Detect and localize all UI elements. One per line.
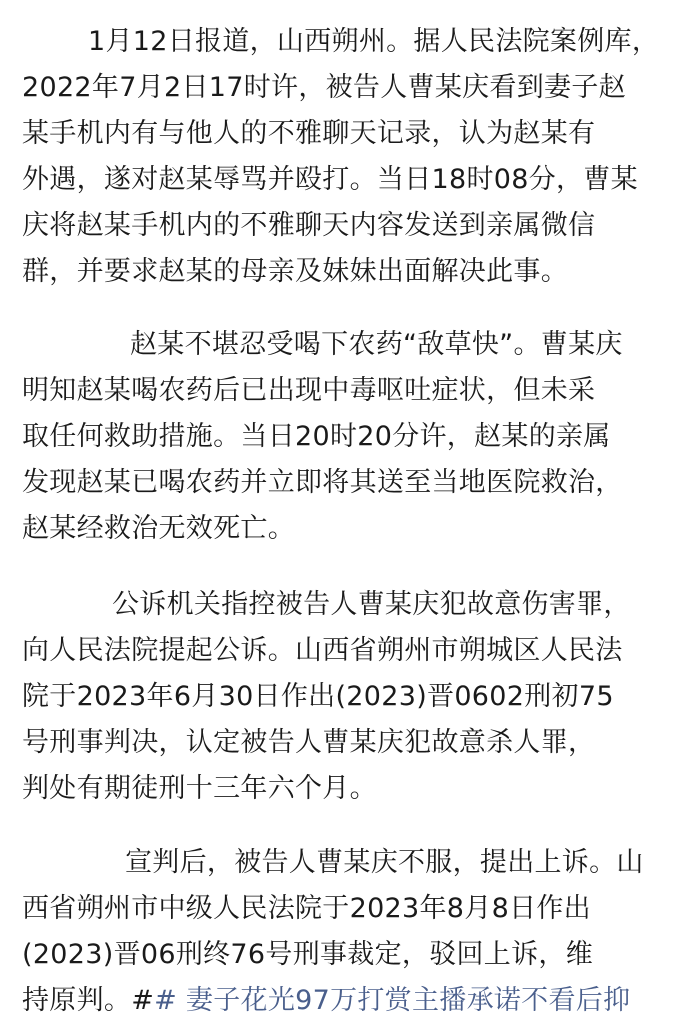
paragraph-3-line-4: 号刑事判决，认定被告人曹某庆犯故意杀人罪， [22, 727, 596, 758]
paragraph-2-line-3: 取任何救助措施。当日20时20分许，赵某的亲属 [22, 421, 611, 452]
paragraph-4-line-4 [22, 978, 700, 1024]
paragraph-4-line-3: (2023)晋06刑终76号刑事裁定，驳回上诉，维 [22, 939, 593, 970]
paragraph-1-line-3: 某手机内有与他人的不雅聊天记录，认为赵某有 [22, 118, 596, 149]
paragraph-1-line-1: 1月12日报道，山西朔州。据人民法院案例库， [88, 26, 660, 57]
paragraph-1-line-6: 群，并要求赵某的母亲及妹妹出面解决此事。 [22, 256, 568, 287]
hashtag-link[interactable]: # 妻子花光97万打赏主播承诺不看后抑 [154, 985, 631, 1016]
paragraph-2-line-1: 赵某不堪忍受喝下农药“敌草快”。曹某庆 [130, 329, 623, 360]
paragraph-2-line-2: 明知赵某喝农药后已出现中毒呕吐症状，但未采 [22, 375, 596, 406]
paragraph-4-line-2: 西省朔州市中级人民法院于2023年8月8日作出 [22, 893, 591, 924]
paragraph-1-line-4: 外遇，遂对赵某辱骂并殴打。当日18时08分，曹某 [22, 164, 638, 195]
paragraph-3-line-5: 判处有期徒刑十三年六个月。 [22, 773, 377, 804]
paragraph-3-line-1: 公诉机关指控被告人曹某庆犯故意伤害罪， [112, 589, 631, 620]
paragraph-3-line-2: 向人民法院提起公诉。山西省朔州市朔城区人民法 [22, 635, 623, 666]
paragraph-3-line-3: 院于2023年6月30日作出(2023)晋0602刑初75 [22, 681, 614, 712]
paragraph-1-line-5: 庆将赵某手机内的不雅聊天内容发送到亲属微信 [22, 210, 596, 241]
paragraph-4-last-line-text: 持原判。# [22, 985, 155, 1016]
paragraph-2-line-5: 赵某经救治无效死亡。 [22, 513, 295, 544]
paragraph-2-line-4: 发现赵某已喝农药并立即将其送至当地医院救治， [22, 467, 623, 498]
paragraph-4-line-1: 宣判后，被告人曹某庆不服，提出上诉。山 [125, 847, 644, 878]
paragraph-1-line-2: 2022年7月2日17时许，被告人曹某庆看到妻子赵 [22, 72, 626, 103]
